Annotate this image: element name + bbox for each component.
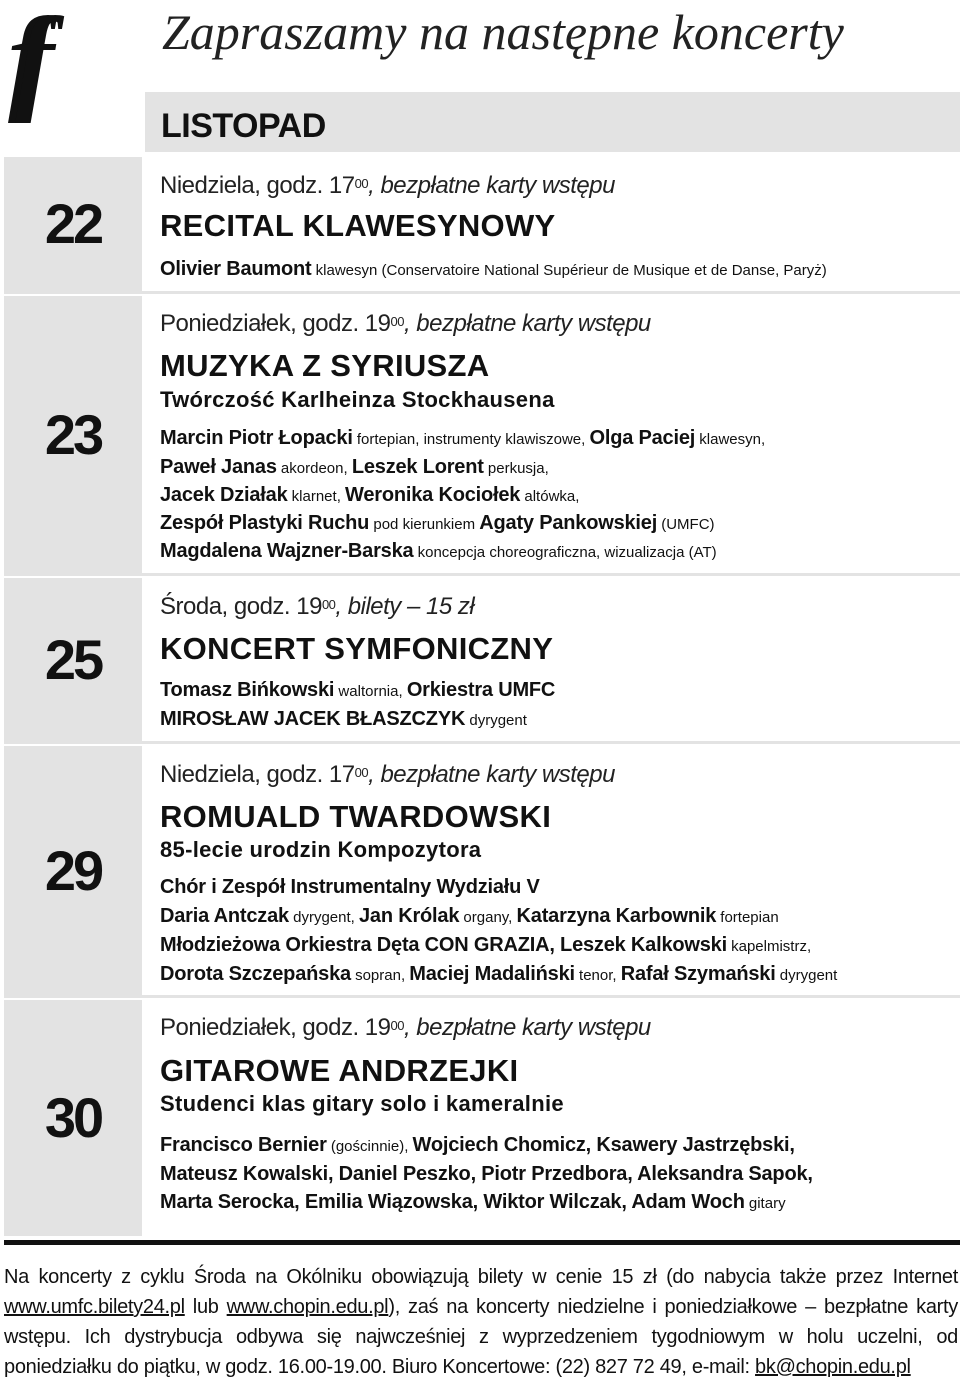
performer-line: Dorota Szczepańska sopran, Maciej Madaliński tenor, Rafał Szymański dyrygent [160,963,838,985]
event-30 [4,1000,960,1236]
date-number: 22 [44,192,102,255]
performer-line: Jacek Działak klarnet, Weronika Kociołek altówka, [160,484,580,506]
event-title: GITAROWE ANDRZEJKI [160,1053,519,1088]
performer-line: Paweł Janas akordeon, Leszek Lorent perkusja, [160,456,549,478]
performer-line: Olivier Baumont klawesyn (Conservatoire National Supérieur de Musique et de Danse, Paryż) [160,258,827,280]
date-number: 23 [44,402,102,466]
date-cell [4,157,142,291]
performer-line: MIROSŁAW JACEK BŁASZCZYK dyrygent [160,708,527,730]
performer-line: Francisco Bernier (gościnnie), Wojciech Chomicz, Ksawery Jastrzębski, [160,1134,795,1156]
event-subtitle: Twórczość Karlheinza Stockhausena [160,387,555,412]
performer-line: Tomasz Bińkowski waltornia, Orkiestra UMFC [160,679,556,701]
footer-divider [4,1240,960,1245]
date-number: 30 [44,1086,102,1149]
date-number: 25 [44,627,102,691]
event-subtitle: 85-lecie urodzin Kompozytora [160,837,482,862]
event-time: Środa, godz. $19^{00}$, bilety – 15 zł [160,593,475,620]
performer-line: Młodzieżowa Orkiestra Dęta CON GRAZIA, Leszek Kalkowski kapelmistrz, [160,934,812,956]
event-25 [4,578,960,744]
email-link[interactable]: bk@chopin.edu.pl [755,1356,911,1378]
event-time: Poniedziałek, godz. $19^{00}$, bezpłatne karty wstępu [160,310,651,337]
date-cell [4,296,142,573]
performer-line: Mateusz Kowalski, Daniel Peszko, Piotr Przedbora, Aleksandra Sapok, [160,1163,813,1185]
footer-info: Na koncerty z cyklu Środa na Okólniku obowiązują bilety w cenie 15 zł (do nabycia także przez Internet www.umfc.bilety24.pl lub www.chopin.edu.pl), zaś na koncerty niedzielne i poniedziałkowe – bezpłatne karty wstępu. Ich dystrybucja odbywa się najwcześniej z wyprzedzeniem tygodniowym w holu uczelni, od poniedziałku do piątku, w godz. 16.00-19.00. Biuro Koncertowe: (22) 827 72 49, e-mail: bk@chopin.edu.pl [4,1266,958,1378]
event-22 [4,157,960,294]
performer-line: Magdalena Wajzner-Barska koncepcja choreograficzna, wizualizacja (AT) [160,540,717,562]
event-29 [4,746,960,998]
event-23 [4,296,960,576]
performer-line: Zespół Plastyki Ruchu pod kierunkiem Agaty Pankowskiej (UMFC) [160,512,715,534]
date-number: 29 [44,838,102,902]
ff-logo: ff [8,0,25,124]
performer-line: Marcin Piotr Łopacki fortepian, instrumenty klawiszowe, Olga Paciej klawesyn, [160,427,766,449]
date-cell [4,746,142,995]
month-bar [145,92,960,152]
date-cell [4,1000,142,1236]
date-cell [4,578,142,741]
event-time: Niedziela, godz. $17^{00}$, bezpłatne karty wstępu [160,761,615,788]
event-title: RECITAL KLAWESYNOWY [160,208,556,243]
event-title: KONCERT SYMFONICZNY [160,631,554,666]
event-title: MUZYKA Z SYRIUSZA [160,348,490,383]
event-subtitle: Studenci klas gitary solo i kameralnie [160,1091,564,1116]
chopin-link[interactable]: www.chopin.edu.pl [226,1296,389,1318]
event-title: ROMUALD TWARDOWSKI [160,799,552,834]
performer-line: Chór i Zespół Instrumentalny Wydziału V [160,876,540,898]
event-time: Niedziela, godz. $17^{00}$, bezpłatne karty wstępu [160,172,615,199]
performer-line: Marta Serocka, Emilia Wiązowska, Wiktor Wilczak, Adam Woch gitary [160,1191,786,1213]
performer-line: Daria Antczak dyrygent, Jan Królak organy, Katarzyna Karbownik fortepian [160,905,779,927]
tickets-link[interactable]: www.umfc.bilety24.pl [4,1296,185,1318]
month-label: LISTOPAD [161,107,326,145]
event-time: Poniedziałek, godz. $19^{00}$, bezpłatne karty wstępu [160,1014,651,1041]
page-title: Zapraszamy na następne koncerty [162,4,844,60]
